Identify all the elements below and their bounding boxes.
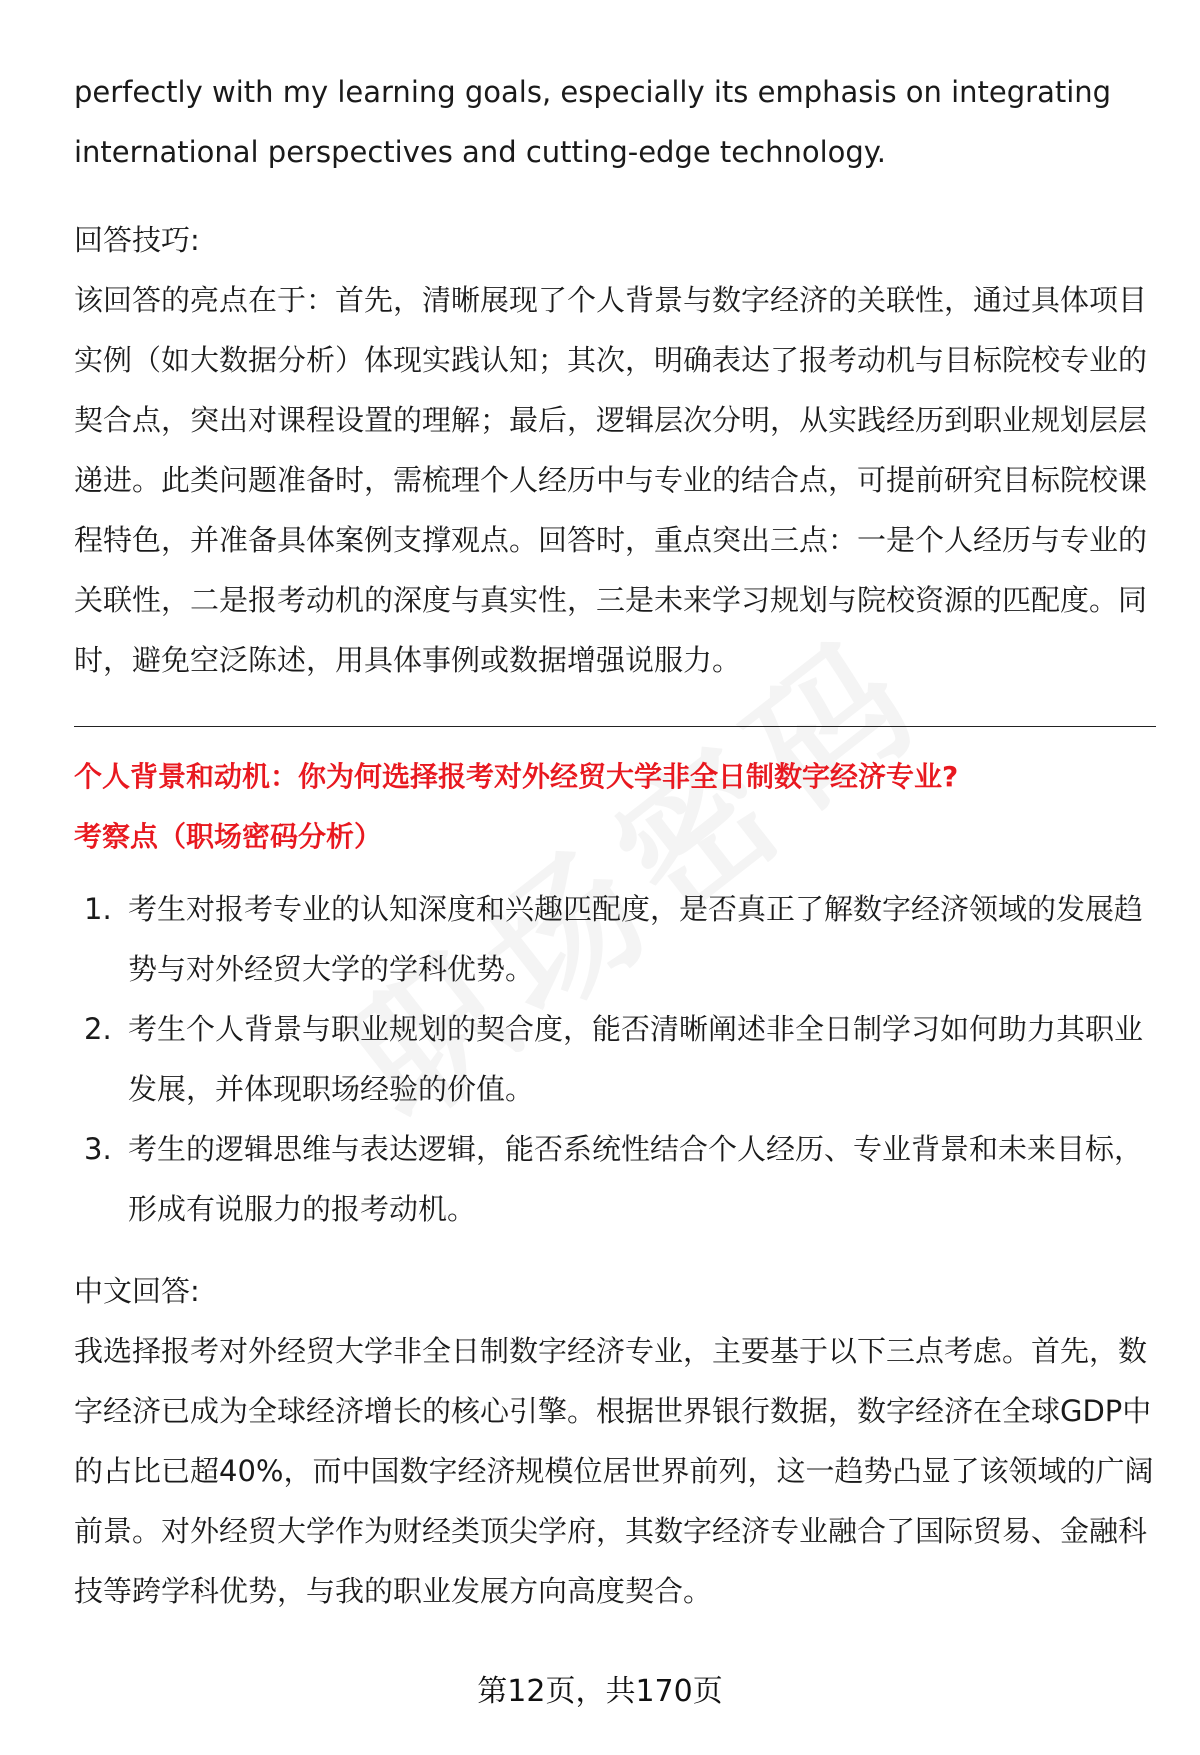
assessment-points-list	[74, 879, 1154, 1239]
section-divider	[74, 726, 1156, 727]
page-number: 第12页，共170页	[477, 1674, 723, 1709]
list-item-number: 2.	[84, 1012, 112, 1046]
tips-label: 回答技巧:	[74, 223, 200, 257]
list-item	[74, 1119, 1154, 1239]
list-item-text: 考生的逻辑思维与表达逻辑，能否系统性结合个人经历、专业背景和未来目标，形成有说服力的报考动机。	[128, 1132, 1144, 1226]
list-item	[74, 879, 1154, 999]
answer-body: 我选择报考对外经贸大学非全日制数字经济专业，主要基于以下三点考虑。首先，数字经济已成为全球经济增长的核心引擎。根据世界银行数据，数字经济在全球GDP中的占比已超40%，而中国数字经济规模位居世界前列，这一趋势凸显了该领域的广阔前景。对外经贸大学作为财经类顶尖学府，其数字经济专业融合了国际贸易、金融科技等跨学科优势，与我的职业发展方向高度契合。	[74, 1334, 1154, 1608]
answer-label: 中文回答:	[74, 1274, 200, 1308]
list-item	[74, 999, 1154, 1119]
intro-line-2: international perspectives and cutting-edge technology.	[74, 135, 887, 169]
intro-line-1: perfectly with my learning goals, especially its emphasis on integrating	[74, 75, 1112, 109]
points-label: 考察点（职场密码分析）	[74, 820, 383, 853]
list-item-number: 1.	[84, 892, 112, 926]
list-item-text: 考生对报考专业的认知深度和兴趣匹配度，是否真正了解数字经济领域的发展趋势与对外经贸大学的学科优势。	[128, 892, 1144, 986]
question-title: 个人背景和动机：你为何选择报考对外经贸大学非全日制数字经济专业?	[74, 760, 959, 793]
list-item-number: 3.	[84, 1132, 112, 1166]
tips-body: 该回答的亮点在于：首先，清晰展现了个人背景与数字经济的关联性，通过具体项目实例（如大数据分析）体现实践认知；其次，明确表达了报考动机与目标院校专业的契合点，突出对课程设置的理解；最后，逻辑层次分明，从实践经历到职业规划层层递进。此类问题准备时，需梳理个人经历中与专业的结合点，可提前研究目标院校课程特色，并准备具体案例支撑观点。回答时，重点突出三点：一是个人经历与专业的关联性，二是报考动机的深度与真实性，三是未来学习规划与院校资源的匹配度。同时，避免空泛陈述，用具体事例或数据增强说服力。	[74, 283, 1148, 677]
document-page	[74, 62, 1154, 1621]
list-item-text: 考生个人背景与职业规划的契合度，能否清晰阐述非全日制学习如何助力其职业发展，并体现职场经验的价值。	[128, 1012, 1144, 1106]
